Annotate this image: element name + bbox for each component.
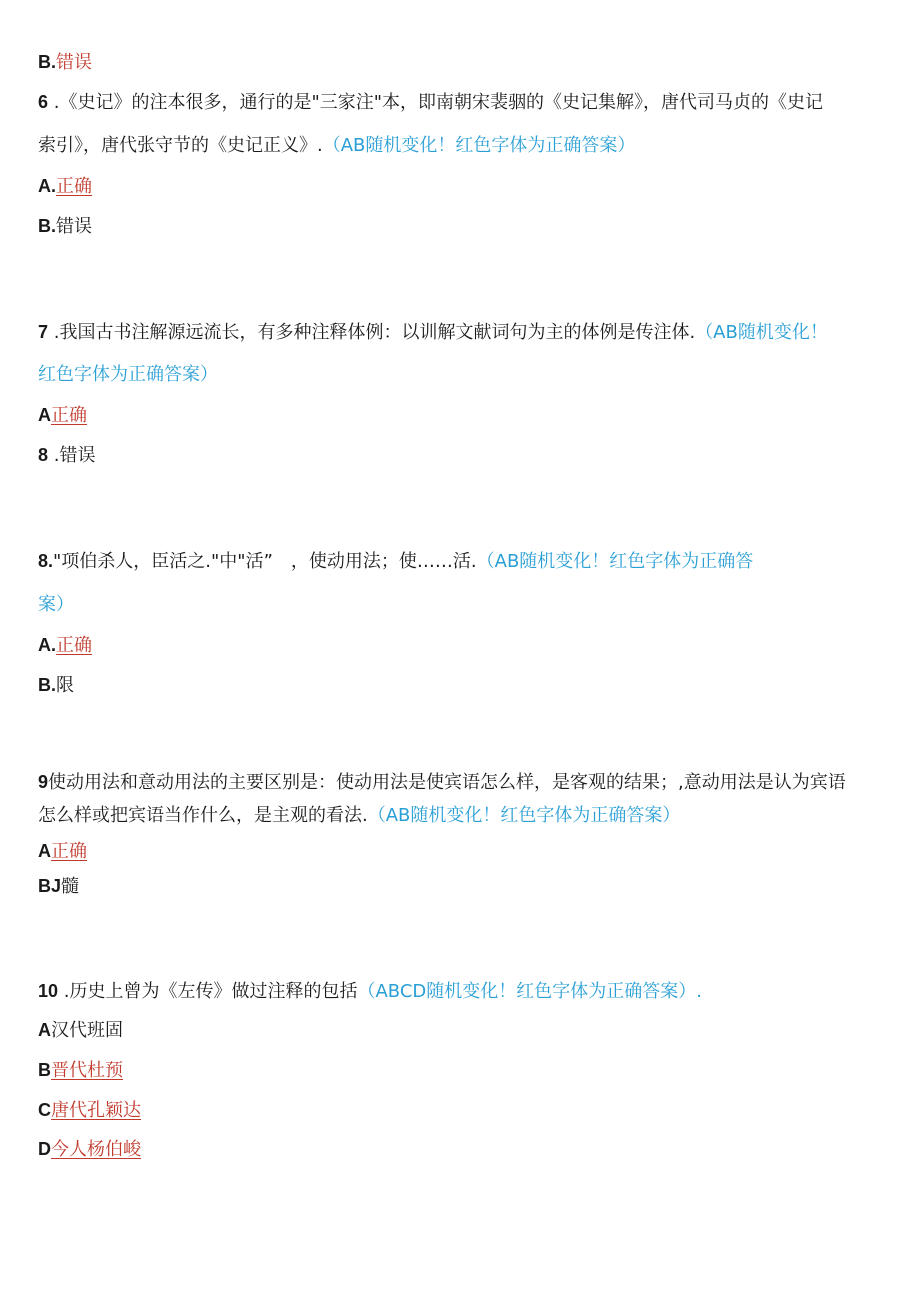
option-label: A. bbox=[38, 635, 56, 655]
option-label: A. bbox=[38, 176, 56, 196]
q6-option-a[interactable] bbox=[38, 174, 92, 199]
option-label: D bbox=[38, 1139, 51, 1159]
option-label: A bbox=[38, 405, 51, 425]
q9-option-b[interactable] bbox=[38, 874, 79, 899]
option-label: A bbox=[38, 841, 51, 861]
option-label: 8 bbox=[38, 445, 49, 465]
q7-option-a[interactable] bbox=[38, 403, 87, 428]
q5-option-b[interactable] bbox=[38, 50, 92, 75]
question-text: "项伯杀人，臣活之."中"活” ，使动用法；使……活. bbox=[53, 551, 477, 572]
answer-note: （AB随机变化！红色字体为正确答案） bbox=[322, 135, 636, 156]
question-text: .历史上曾为《左传》做过注释的包括 bbox=[58, 981, 358, 1002]
option-text-correct: 晋代杜预 bbox=[51, 1060, 123, 1081]
question-number: 9 bbox=[38, 772, 49, 792]
question-number: 6 bbox=[38, 92, 49, 112]
q8-question-line1 bbox=[38, 549, 753, 574]
answer-note: （AB随机变化！ bbox=[695, 322, 828, 343]
option-text-correct: 正确 bbox=[56, 176, 92, 197]
option-text: 髓 bbox=[61, 876, 80, 897]
option-text-correct: 今人杨伯峻 bbox=[51, 1139, 141, 1160]
question-tail: . bbox=[696, 981, 702, 1002]
answer-note: （ABCD随机变化！红色字体为正确答案） bbox=[357, 981, 697, 1002]
question-text: 怎么样或把宾语当作什么，是主观的看法. bbox=[38, 805, 368, 826]
option-label: B. bbox=[38, 675, 56, 695]
option-text-correct: 正确 bbox=[56, 635, 92, 656]
answer-note: 红色字体为正确答案） bbox=[38, 364, 218, 385]
q9-question-line1 bbox=[38, 770, 846, 795]
q8-question-line2 bbox=[38, 593, 74, 617]
option-text-correct: 正确 bbox=[51, 841, 87, 862]
option-label: A bbox=[38, 1020, 51, 1040]
q10-option-c[interactable] bbox=[38, 1098, 141, 1123]
answer-note: （AB随机变化！红色字体为正确答案） bbox=[367, 805, 681, 826]
option-label: C bbox=[38, 1100, 51, 1120]
option-text: 错误 bbox=[56, 52, 92, 73]
q8-option-a[interactable] bbox=[38, 633, 92, 658]
q7-option-b[interactable] bbox=[38, 443, 95, 468]
option-text-correct: 唐代孔颖达 bbox=[51, 1100, 141, 1121]
option-text: .错误 bbox=[48, 445, 96, 466]
option-text: 限 bbox=[56, 675, 74, 696]
question-text: 使动用法和意动用法的主要区别是：使动用法是使宾语怎么样，是客观的结果；,意动用法是认为宾语 bbox=[48, 772, 846, 793]
option-label: B. bbox=[38, 52, 56, 72]
question-number: 10 bbox=[38, 981, 59, 1001]
question-text: 索引》，唐代张守节的《史记正义》. bbox=[38, 135, 323, 156]
q9-option-a[interactable] bbox=[38, 839, 87, 864]
q8-option-b[interactable] bbox=[38, 673, 74, 698]
question-number: 7 bbox=[38, 322, 49, 342]
q6-question-line1 bbox=[38, 90, 823, 115]
answer-note: 案） bbox=[38, 594, 74, 615]
q10-option-d[interactable] bbox=[38, 1137, 141, 1162]
option-text-correct: 正确 bbox=[51, 405, 87, 426]
option-label: B bbox=[38, 1060, 51, 1080]
q7-question-line2 bbox=[38, 363, 218, 387]
q9-question-line2 bbox=[38, 804, 680, 828]
q7-question-line1 bbox=[38, 320, 828, 345]
q6-option-b[interactable] bbox=[38, 214, 92, 239]
answer-note: （AB随机变化！红色字体为正确答 bbox=[476, 551, 754, 572]
question-text: .《史记》的注本很多，通行的是"三家注"本，即南朝宋裴骃的《史记集解》，唐代司马贞的《史记 bbox=[48, 92, 824, 113]
q10-option-a[interactable] bbox=[38, 1018, 123, 1043]
q10-question-line1 bbox=[38, 979, 702, 1004]
option-label: B. bbox=[38, 216, 56, 236]
option-text: 汉代班固 bbox=[51, 1020, 123, 1041]
q10-option-b[interactable] bbox=[38, 1058, 123, 1083]
q6-question-line2 bbox=[38, 134, 635, 158]
question-text: .我国古书注解源远流长，有多种注释体例：以训解文献词句为主的体例是传注体. bbox=[48, 322, 696, 343]
option-label: BJ bbox=[38, 876, 62, 896]
option-text: 错误 bbox=[56, 216, 92, 237]
question-number: 8. bbox=[38, 551, 54, 571]
